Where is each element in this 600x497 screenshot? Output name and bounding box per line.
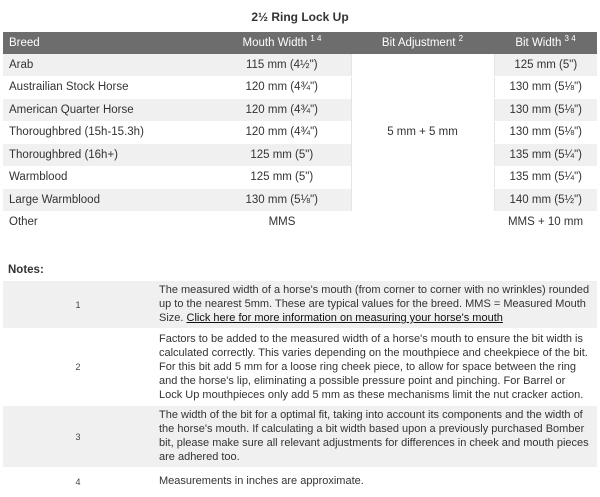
size-table [3, 32, 597, 234]
bit-width-cell: MMS + 10 mm [494, 211, 597, 234]
mouth-width-cell: 130 mm (5⅛") [213, 189, 351, 212]
table-row [3, 211, 597, 234]
mouth-width-cell: 115 mm (4½") [213, 54, 351, 76]
notes-table [3, 281, 597, 496]
table-row [3, 121, 597, 144]
mouth-width-cell: 120 mm (4¾") [213, 99, 351, 122]
note-number: 1 [3, 281, 153, 329]
bit-adjustment-cell: 5 mm + 5 mm [351, 54, 494, 211]
header-bit-width [494, 32, 597, 54]
header-bit-adjustment-label: Bit Adjustment [381, 37, 456, 49]
bit-width-cell: 140 mm (5½") [494, 189, 597, 212]
note-text: The measured width of a horse's mouth (from corner to corner with no wrinkles) rounded up to the nearest 5mm. These are typical values for the breed. MMS = Measured Mouth Size. [159, 284, 590, 324]
bit-width-cell: 135 mm (5¼") [494, 144, 597, 167]
measuring-mouth-link[interactable]: Click here for more information on measuring your horse's mouth [186, 312, 503, 324]
header-mouth-width-refs: 1 4 [310, 34, 322, 44]
breed-cell: Other [3, 211, 213, 234]
header-bit-adjustment [351, 32, 494, 54]
table-row [3, 144, 597, 167]
table-row [3, 76, 597, 99]
note-number: 3 [3, 406, 153, 468]
notes-title: Notes: [8, 264, 44, 276]
table-row [3, 99, 597, 122]
note-text: Factors to be added to the measured width of a horse's mouth to ensure the bit width is calculated correctly. This varies depending on the mouthpiece and cheekpiece of the bit. For this bit add 5 mm for a loose ring cheek piece, to allow for space between the ring and the horse's lip, eliminating a possible pressure point and pinching. For Barrel or Lock Up mouthpieces only add 5 mm as these mechanisms limit the nut cracker action. [153, 329, 597, 406]
note-row [3, 468, 597, 496]
page-title: 2½ Ring Lock Up [251, 10, 349, 24]
breed-cell: Thoroughbred (16h+) [3, 144, 213, 167]
note-number: 2 [3, 329, 153, 406]
note-number: 4 [3, 468, 153, 496]
header-mouth-width [213, 32, 351, 54]
note-text: The width of the bit for a optimal fit, taking into account its components and the width of the horse's mouth. If calculating a bit width based upon a previously purchased Bomber bit, please make sure all relevant adjustments for differences in cheek and mouth pieces are adhered too. [153, 406, 597, 468]
mouth-width-cell: 125 mm (5") [213, 144, 351, 167]
breed-cell: Arab [3, 54, 213, 76]
breed-cell: American Quarter Horse [3, 99, 213, 122]
header-bit-width-refs: 3 4 [564, 34, 576, 44]
breed-cell: Large Warmblood [3, 189, 213, 212]
bit-width-cell: 130 mm (5⅛") [494, 121, 597, 144]
bit-width-cell: 130 mm (5⅛") [494, 99, 597, 122]
mouth-width-cell: 120 mm (4¾") [213, 121, 351, 144]
table-header-row [3, 32, 597, 54]
mouth-width-cell: MMS [213, 211, 351, 234]
table-row [3, 166, 597, 189]
header-bit-width-label: Bit Width [515, 37, 562, 49]
mouth-width-cell: 120 mm (4¾") [213, 76, 351, 99]
mouth-width-cell: 125 mm (5") [213, 166, 351, 189]
header-breed-label: Breed [9, 37, 40, 49]
header-bit-adjustment-refs: 2 [458, 34, 464, 44]
note-row [3, 329, 597, 406]
breed-cell: Austrailian Stock Horse [3, 76, 213, 99]
breed-cell: Thoroughbred (15h-15.3h) [3, 121, 213, 144]
note-row [3, 406, 597, 468]
header-mouth-width-label: Mouth Width [242, 37, 308, 49]
table-row [3, 54, 597, 76]
bit-width-cell: 135 mm (5¼") [494, 166, 597, 189]
note-text: Measurements in inches are approximate. [153, 468, 597, 496]
breed-cell: Warmblood [3, 166, 213, 189]
bit-width-cell: 130 mm (5⅛") [494, 76, 597, 99]
note-text-cell [153, 281, 597, 329]
bit-adjustment-empty-cell [351, 211, 494, 234]
note-row [3, 281, 597, 329]
bit-width-cell: 125 mm (5") [494, 54, 597, 76]
table-row [3, 189, 597, 212]
header-breed [3, 32, 213, 54]
